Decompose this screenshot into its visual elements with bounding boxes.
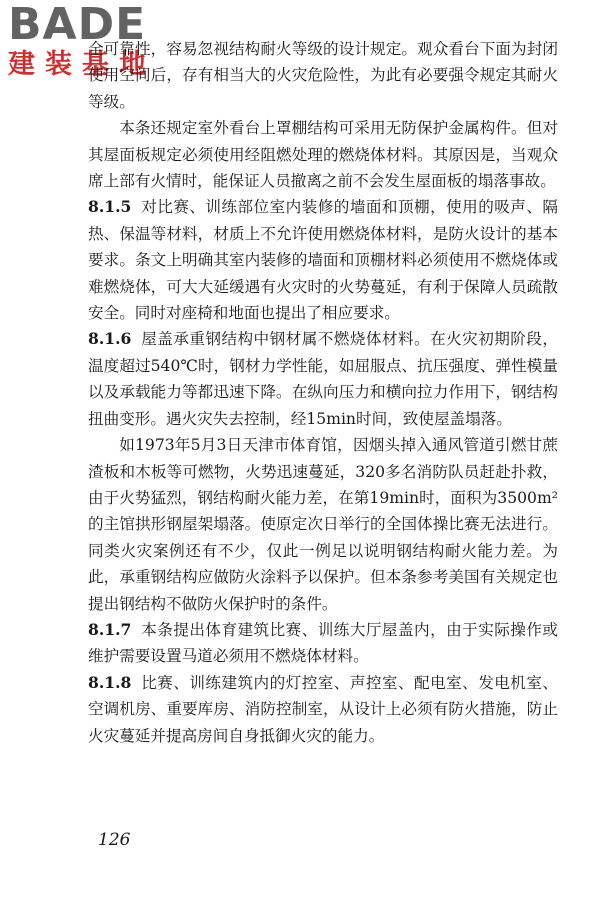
paragraph <box>88 115 558 194</box>
clause-number: 8.1.6 <box>88 329 132 349</box>
clause-text: 屋盖承重钢结构中钢材属不燃烧体材料。在火灾初期阶段，温度超过540℃时，钢材力学性能，如屈服点、抗压强度、弹性模量以及承载能力等都迅速下降。在纵向压力和横向拉力作用下，钢结构扭曲变形。遇火灾失去控制，经15min时间，致使屋盖塌落。 <box>88 330 558 428</box>
clause-number: 8.1.8 <box>88 672 132 692</box>
clause-number: 8.1.5 <box>88 197 132 217</box>
clause-text: 本条提出体育建筑比赛、训练大厅屋盖内，由于实际操作或维护需要设置马道必须用不燃烧体材料。 <box>88 620 558 666</box>
paragraph-text: 如1973年5月3日天津市体育馆，因烟头掉入通风管道引燃甘蔗渣板和木板等可燃物，火势迅速蔓延，320多名消防队员赶赴扑救，由于火势猛烈，钢结构耐火能力差，在第19min时，面积为3500m² 的主馆拱形钢屋架塌落。使原定次日举行的全国体操比赛无法进行。同类火灾案例还有不少，仅此一例足以说明钢结构耐火能力差。为此，承重钢结构应做防火涂料予以保护。但本条参考美国有关规定也提出钢结构不做防火保护时的条件。 <box>88 436 558 613</box>
paragraph-text: 本条还规定室外看台上罩棚结构可采用无防保护金属构件。但对其屋面板规定必须使用经阻燃处理的燃烧体材料。其原因是，当观众席上部有火情时，能保证人员撤离之前不会发生屋面板的塌落事故。 <box>88 119 558 191</box>
page-number: 126 <box>98 830 131 850</box>
document-body <box>88 36 558 749</box>
paragraph-continuation <box>88 36 558 115</box>
watermark-logo-subtitle: 建装基地 <box>8 49 156 80</box>
clause-number: 8.1.7 <box>88 619 132 639</box>
clause-text: 比赛、训练建筑内的灯控室、声控室、配电室、发电机室、空调机房、重要库房、消防控制室，从设计上必须有防火措施，防止火灾蔓延并提高房间自身抵御火灾的能力。 <box>88 673 558 745</box>
clause-8-1-6 <box>88 326 558 432</box>
clause-8-1-5 <box>88 194 558 326</box>
clause-8-1-7 <box>88 617 558 670</box>
clause-8-1-8 <box>88 670 558 749</box>
watermark-logo-text: BADE <box>8 0 147 50</box>
clause-text: 对比赛、训练部位室内装修的墙面和顶棚，使用的吸声、隔热、保温等材料，材质上不允许使用燃烧体材料，是防火设计的基本要求。条文上明确其室内装修的墙面和顶棚材料必须使用不燃烧体或难燃烧体，可大大延缓遇有火灾时的火势蔓延，有利于保障人员疏散安全。同时对座椅和地面也提出了相应要求。 <box>88 198 558 323</box>
paragraph <box>88 432 558 617</box>
paragraph-text: 全可靠性，容易忽视结构耐火等级的设计规定。观众看台下面为封闭使用空间后，存有相当大的火灾危险性，为此有必要强令规定其耐火等级。 <box>88 40 558 111</box>
